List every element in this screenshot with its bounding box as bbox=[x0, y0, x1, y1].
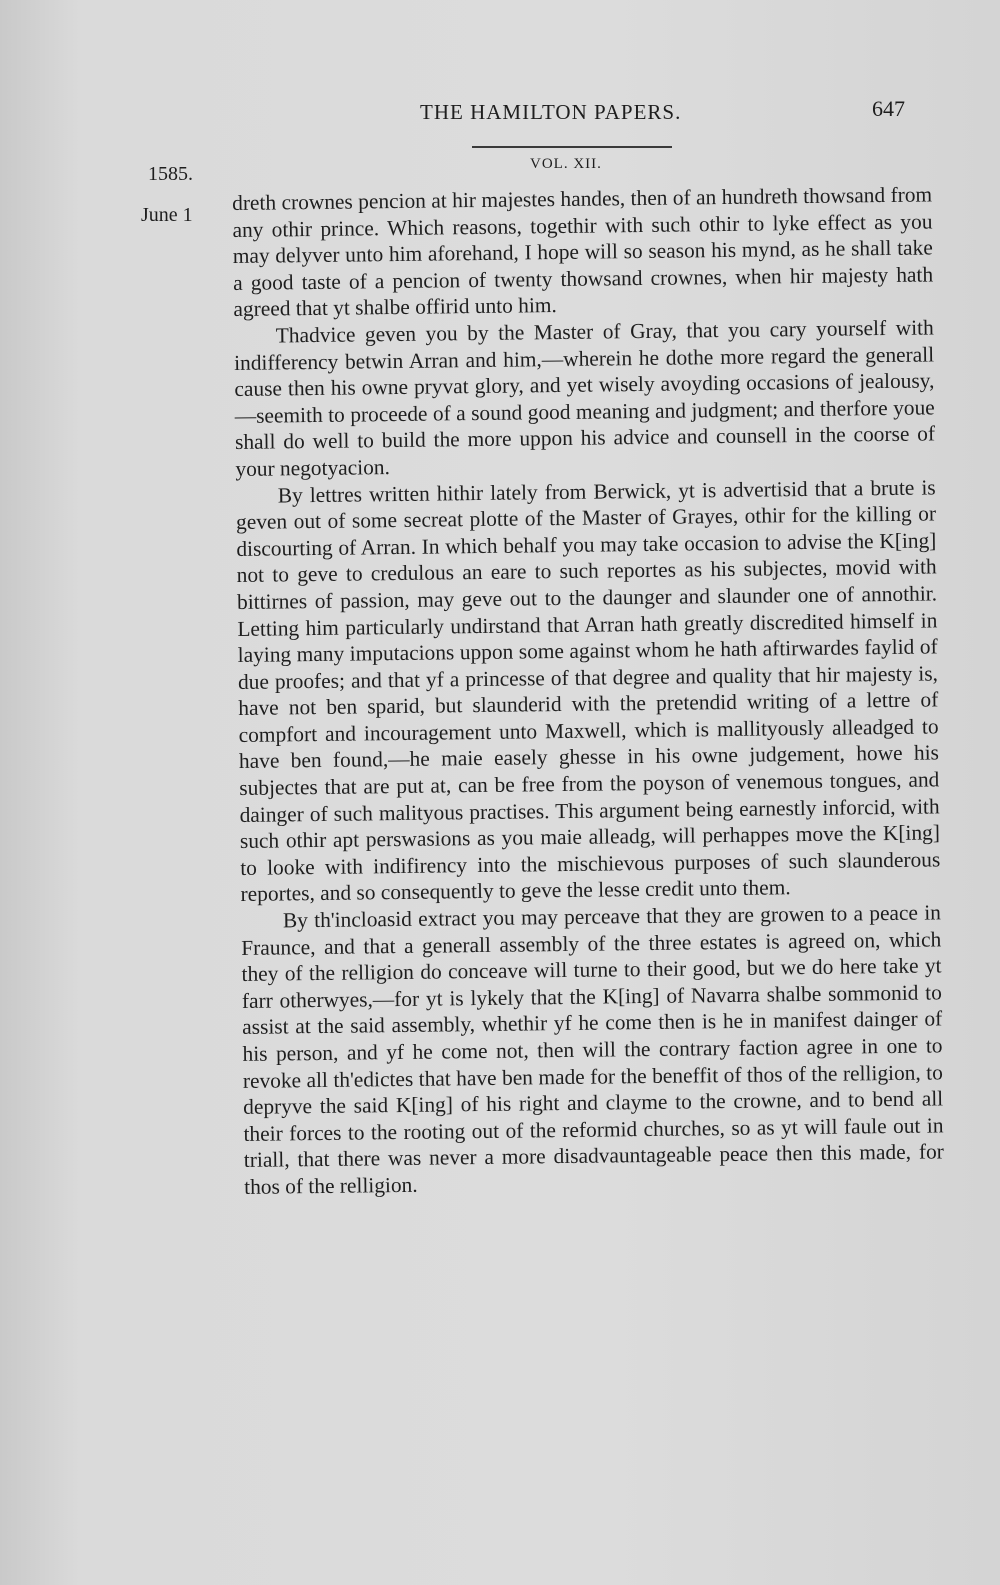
running-title: THE HAMILTON PAPERS. bbox=[420, 100, 682, 124]
volume-label: VOL. XII. bbox=[530, 156, 602, 172]
header-rule bbox=[472, 146, 672, 148]
paragraph-master-of-gray: Thadvice geven you by the Master of Gray, that you cary yourself with indifferency betwin Arran and him,—wherein he dothe more regard the generall cause then his owne pryvat glory, and yet wisely avoyding occasions of jealousy,—seemith to proceede of a sound good meaning and judgment; and therfore youe shall do well to build the more uppon his advice and counsell in the coorse of your negotyacion. bbox=[233, 315, 936, 481]
paragraph-berwick-letters: By lettres written hithir lately from Berwick, yt is advertisid that a brute is geven out of some secreat plotte of the Master of Grayes, othir for the killing or discourting of Arran. In which behalf you may take occasion to advise the K[ing] not to geve to credulous an eare to such reportes as his subjectes, movid with bittirnes of passion, may geve out to the daunger and slaunder one of annothir. Letting him particularly undirstand that Arran hath greatly discredited himself in laying many imputacions uppon some against whom he hath aftirwardes faylid of due proofes; and that yf a princesse of that degree and quality that hir majesty is, have not ben sparid, but slaunderid with the pretendid writing of a lettre of compfort and incouragement unto Maxwell, which is mallityously alleadged to have ben found,—he maie easely ghesse in his owne judgement, howe his subjectes that are put at, can be free from the poyson of venemous tongues, and dainger of such malityous practises. This argument being earnestly inforcid, with such othir apt perswasions as you maie alleadg, will perhappes move the K[ing] to looke with indifirency into the mischievous purposes of such slaunderous reportes, and so consequently to geve the lesse credit unto them. bbox=[235, 474, 941, 907]
margin-year: 1585. bbox=[148, 163, 193, 185]
paragraph-continuation: dreth crownes pencion at hir majestes handes, then of an hundreth thowsand from any othir prince. Which reasons, togethir with such othir to lyke effect as you may delyver unto him aforehand, I hope will so season his mynd, as he shall take a good taste of a pencion of twenty thowsand crownes, when hir majesty hath agreed that yt shalbe offirid unto him. bbox=[232, 182, 934, 322]
paragraph-peace-in-france: By th'incloasid extract you may perceave that they are growen to a peace in Fraunce, and that a generall assembly of the three estates is agreed on, which they of the relligion do conceave will turne to their good, but we do here take yt farr otherwyes,—for yt is lykely that the K[ing] of Navarra shalbe sommonid to assist at the said assembly, whethir yf he come then is he in manifest dainger of his person, and yf he come not, then will the contrary faction agree in one to revoke all th'edictes that have ben made for the beneffit of thos of the relligion, to depryve the said K[ing] of his right and clayme to the crowne, and to bend all their forces to the rooting out of the reformid churches, so as yt will faule out in triall, that there was never a more disadvauntageable peace then this made, for thos of the relligion. bbox=[241, 900, 944, 1199]
letter-body bbox=[232, 181, 944, 1200]
margin-date: June 1 bbox=[141, 204, 193, 226]
page-number: 647 bbox=[872, 96, 905, 121]
